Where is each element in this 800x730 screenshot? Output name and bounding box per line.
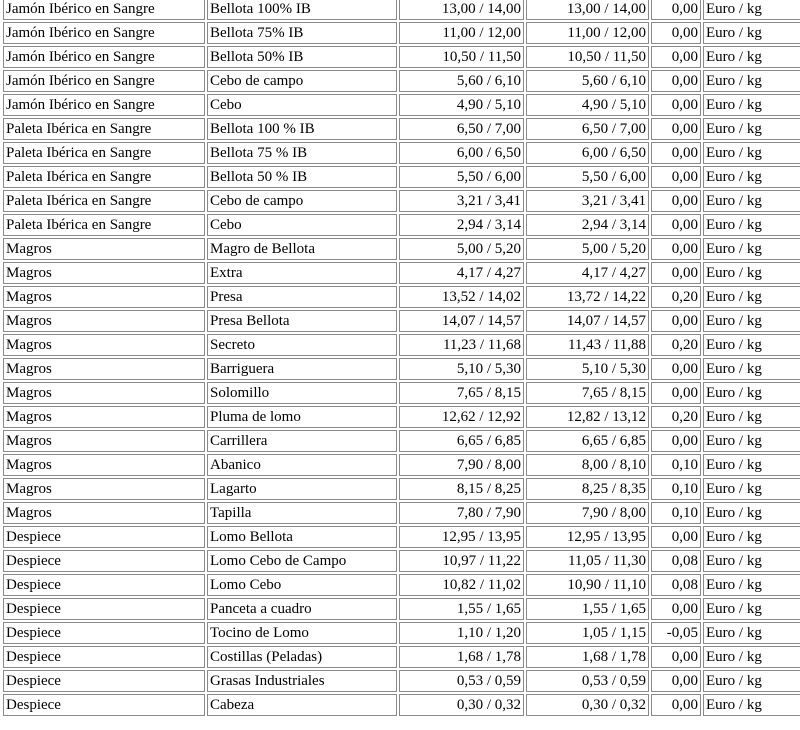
variety-cell: Tapilla — [207, 502, 397, 524]
product-cell: Jamón Ibérico en Sangre — [3, 70, 205, 92]
unit-cell: Euro / kg — [703, 406, 800, 428]
current-price-cell: 11,05 / 11,30 — [526, 550, 649, 572]
previous-price-cell: 14,07 / 14,57 — [399, 310, 524, 332]
current-price-cell: 0,30 / 0,32 — [526, 694, 649, 716]
product-cell: Paleta Ibérica en Sangre — [3, 214, 205, 236]
difference-cell: 0,08 — [651, 550, 701, 572]
previous-price-cell: 6,00 / 6,50 — [399, 142, 524, 164]
difference-cell: 0,20 — [651, 406, 701, 428]
table-row — [3, 286, 800, 308]
price-table-body — [3, 0, 800, 716]
table-row — [3, 406, 800, 428]
unit-cell: Euro / kg — [703, 334, 800, 356]
unit-cell: Euro / kg — [703, 118, 800, 140]
difference-cell: 0,00 — [651, 0, 701, 20]
variety-cell: Cabeza — [207, 694, 397, 716]
previous-price-cell: 13,52 / 14,02 — [399, 286, 524, 308]
current-price-cell: 7,65 / 8,15 — [526, 382, 649, 404]
variety-cell: Bellota 75 % IB — [207, 142, 397, 164]
current-price-cell: 14,07 / 14,57 — [526, 310, 649, 332]
variety-cell: Pluma de lomo — [207, 406, 397, 428]
table-row — [3, 550, 800, 572]
product-cell: Despiece — [3, 598, 205, 620]
table-row — [3, 478, 800, 500]
product-cell: Paleta Ibérica en Sangre — [3, 118, 205, 140]
table-row — [3, 622, 800, 644]
difference-cell: 0,10 — [651, 502, 701, 524]
product-cell: Magros — [3, 286, 205, 308]
table-row — [3, 94, 800, 116]
unit-cell: Euro / kg — [703, 70, 800, 92]
unit-cell: Euro / kg — [703, 622, 800, 644]
difference-cell: 0,00 — [651, 238, 701, 260]
unit-cell: Euro / kg — [703, 454, 800, 476]
previous-price-cell: 11,23 / 11,68 — [399, 334, 524, 356]
unit-cell: Euro / kg — [703, 286, 800, 308]
current-price-cell: 10,50 / 11,50 — [526, 46, 649, 68]
previous-price-cell: 5,00 / 5,20 — [399, 238, 524, 260]
variety-cell: Solomillo — [207, 382, 397, 404]
previous-price-cell: 1,10 / 1,20 — [399, 622, 524, 644]
difference-cell: 0,00 — [651, 358, 701, 380]
unit-cell: Euro / kg — [703, 142, 800, 164]
previous-price-cell: 10,50 / 11,50 — [399, 46, 524, 68]
current-price-cell: 5,10 / 5,30 — [526, 358, 649, 380]
difference-cell: 0,00 — [651, 382, 701, 404]
table-row — [3, 166, 800, 188]
current-price-cell: 13,72 / 14,22 — [526, 286, 649, 308]
difference-cell: 0,00 — [651, 646, 701, 668]
difference-cell: 0,00 — [651, 598, 701, 620]
difference-cell: 0,20 — [651, 286, 701, 308]
product-cell: Magros — [3, 358, 205, 380]
unit-cell: Euro / kg — [703, 598, 800, 620]
variety-cell: Tocino de Lomo — [207, 622, 397, 644]
product-cell: Magros — [3, 382, 205, 404]
previous-price-cell: 7,65 / 8,15 — [399, 382, 524, 404]
difference-cell: 0,10 — [651, 454, 701, 476]
table-row — [3, 238, 800, 260]
previous-price-cell: 12,95 / 13,95 — [399, 526, 524, 548]
table-row — [3, 46, 800, 68]
variety-cell: Costillas (Peladas) — [207, 646, 397, 668]
current-price-cell: 12,95 / 13,95 — [526, 526, 649, 548]
variety-cell: Carrillera — [207, 430, 397, 452]
current-price-cell: 6,50 / 7,00 — [526, 118, 649, 140]
current-price-cell: 13,00 / 14,00 — [526, 0, 649, 20]
variety-cell: Bellota 100% IB — [207, 0, 397, 20]
product-cell: Magros — [3, 334, 205, 356]
variety-cell: Bellota 50 % IB — [207, 166, 397, 188]
table-row — [3, 310, 800, 332]
product-cell: Paleta Ibérica en Sangre — [3, 142, 205, 164]
previous-price-cell: 10,82 / 11,02 — [399, 574, 524, 596]
difference-cell: 0,08 — [651, 574, 701, 596]
current-price-cell: 2,94 / 3,14 — [526, 214, 649, 236]
unit-cell: Euro / kg — [703, 0, 800, 20]
table-row — [3, 142, 800, 164]
variety-cell: Grasas Industriales — [207, 670, 397, 692]
previous-price-cell: 4,90 / 5,10 — [399, 94, 524, 116]
unit-cell: Euro / kg — [703, 550, 800, 572]
unit-cell: Euro / kg — [703, 670, 800, 692]
product-cell: Jamón Ibérico en Sangre — [3, 22, 205, 44]
unit-cell: Euro / kg — [703, 526, 800, 548]
unit-cell: Euro / kg — [703, 310, 800, 332]
table-row — [3, 430, 800, 452]
product-cell: Despiece — [3, 694, 205, 716]
difference-cell: 0,00 — [651, 46, 701, 68]
product-cell: Despiece — [3, 646, 205, 668]
table-row — [3, 598, 800, 620]
unit-cell: Euro / kg — [703, 262, 800, 284]
difference-cell: 0,00 — [651, 670, 701, 692]
variety-cell: Cebo — [207, 94, 397, 116]
current-price-cell: 6,00 / 6,50 — [526, 142, 649, 164]
product-cell: Jamón Ibérico en Sangre — [3, 0, 205, 20]
current-price-cell: 8,25 / 8,35 — [526, 478, 649, 500]
unit-cell: Euro / kg — [703, 190, 800, 212]
table-row — [3, 382, 800, 404]
product-cell: Magros — [3, 310, 205, 332]
difference-cell: 0,00 — [651, 310, 701, 332]
product-cell: Despiece — [3, 550, 205, 572]
product-cell: Despiece — [3, 622, 205, 644]
unit-cell: Euro / kg — [703, 694, 800, 716]
table-row — [3, 646, 800, 668]
variety-cell: Cebo — [207, 214, 397, 236]
variety-cell: Cebo de campo — [207, 190, 397, 212]
variety-cell: Presa — [207, 286, 397, 308]
variety-cell: Panceta a cuadro — [207, 598, 397, 620]
current-price-cell: 5,60 / 6,10 — [526, 70, 649, 92]
previous-price-cell: 3,21 / 3,41 — [399, 190, 524, 212]
difference-cell: 0,00 — [651, 214, 701, 236]
variety-cell: Secreto — [207, 334, 397, 356]
table-row — [3, 574, 800, 596]
previous-price-cell: 2,94 / 3,14 — [399, 214, 524, 236]
variety-cell: Lomo Bellota — [207, 526, 397, 548]
previous-price-cell: 5,60 / 6,10 — [399, 70, 524, 92]
previous-price-cell: 1,55 / 1,65 — [399, 598, 524, 620]
variety-cell: Bellota 50% IB — [207, 46, 397, 68]
current-price-cell: 5,00 / 5,20 — [526, 238, 649, 260]
current-price-cell: 4,90 / 5,10 — [526, 94, 649, 116]
product-cell: Magros — [3, 478, 205, 500]
table-row — [3, 694, 800, 716]
table-row — [3, 214, 800, 236]
variety-cell: Barriguera — [207, 358, 397, 380]
unit-cell: Euro / kg — [703, 214, 800, 236]
product-cell: Jamón Ibérico en Sangre — [3, 94, 205, 116]
variety-cell: Presa Bellota — [207, 310, 397, 332]
previous-price-cell: 0,30 / 0,32 — [399, 694, 524, 716]
current-price-cell: 7,90 / 8,00 — [526, 502, 649, 524]
product-cell: Paleta Ibérica en Sangre — [3, 190, 205, 212]
difference-cell: 0,00 — [651, 22, 701, 44]
current-price-cell: 1,68 / 1,78 — [526, 646, 649, 668]
previous-price-cell: 7,90 / 8,00 — [399, 454, 524, 476]
product-cell: Jamón Ibérico en Sangre — [3, 46, 205, 68]
difference-cell: 0,00 — [651, 94, 701, 116]
previous-price-cell: 6,65 / 6,85 — [399, 430, 524, 452]
unit-cell: Euro / kg — [703, 646, 800, 668]
unit-cell: Euro / kg — [703, 502, 800, 524]
table-row — [3, 526, 800, 548]
previous-price-cell: 1,68 / 1,78 — [399, 646, 524, 668]
difference-cell: 0,10 — [651, 478, 701, 500]
previous-price-cell: 5,10 / 5,30 — [399, 358, 524, 380]
current-price-cell: 3,21 / 3,41 — [526, 190, 649, 212]
current-price-cell: 12,82 / 13,12 — [526, 406, 649, 428]
product-cell: Despiece — [3, 670, 205, 692]
previous-price-cell: 7,80 / 7,90 — [399, 502, 524, 524]
previous-price-cell: 11,00 / 12,00 — [399, 22, 524, 44]
previous-price-cell: 8,15 / 8,25 — [399, 478, 524, 500]
current-price-cell: 1,55 / 1,65 — [526, 598, 649, 620]
table-row — [3, 118, 800, 140]
product-cell: Magros — [3, 406, 205, 428]
table-row — [3, 22, 800, 44]
table-row — [3, 0, 800, 20]
current-price-cell: 11,43 / 11,88 — [526, 334, 649, 356]
product-cell: Magros — [3, 502, 205, 524]
difference-cell: 0,00 — [651, 142, 701, 164]
variety-cell: Bellota 100 % IB — [207, 118, 397, 140]
variety-cell: Abanico — [207, 454, 397, 476]
previous-price-cell: 5,50 / 6,00 — [399, 166, 524, 188]
current-price-cell: 6,65 / 6,85 — [526, 430, 649, 452]
variety-cell: Lomo Cebo de Campo — [207, 550, 397, 572]
variety-cell: Magro de Bellota — [207, 238, 397, 260]
unit-cell: Euro / kg — [703, 382, 800, 404]
previous-price-cell: 0,53 / 0,59 — [399, 670, 524, 692]
current-price-cell: 5,50 / 6,00 — [526, 166, 649, 188]
previous-price-cell: 12,62 / 12,92 — [399, 406, 524, 428]
current-price-cell: 10,90 / 11,10 — [526, 574, 649, 596]
unit-cell: Euro / kg — [703, 166, 800, 188]
difference-cell: 0,00 — [651, 430, 701, 452]
variety-cell: Lagarto — [207, 478, 397, 500]
product-cell: Magros — [3, 454, 205, 476]
difference-cell: 0,00 — [651, 166, 701, 188]
unit-cell: Euro / kg — [703, 358, 800, 380]
table-row — [3, 502, 800, 524]
product-cell: Magros — [3, 430, 205, 452]
current-price-cell: 8,00 / 8,10 — [526, 454, 649, 476]
variety-cell: Cebo de campo — [207, 70, 397, 92]
table-row — [3, 670, 800, 692]
unit-cell: Euro / kg — [703, 574, 800, 596]
variety-cell: Extra — [207, 262, 397, 284]
difference-cell: 0,00 — [651, 526, 701, 548]
unit-cell: Euro / kg — [703, 22, 800, 44]
table-row — [3, 334, 800, 356]
previous-price-cell: 13,00 / 14,00 — [399, 0, 524, 20]
product-cell: Magros — [3, 262, 205, 284]
table-row — [3, 358, 800, 380]
difference-cell: 0,00 — [651, 190, 701, 212]
price-table — [1, 0, 800, 718]
unit-cell: Euro / kg — [703, 478, 800, 500]
difference-cell: 0,00 — [651, 694, 701, 716]
current-price-cell: 1,05 / 1,15 — [526, 622, 649, 644]
product-cell: Despiece — [3, 526, 205, 548]
product-cell: Magros — [3, 238, 205, 260]
previous-price-cell: 4,17 / 4,27 — [399, 262, 524, 284]
current-price-cell: 11,00 / 12,00 — [526, 22, 649, 44]
difference-cell: 0,00 — [651, 262, 701, 284]
unit-cell: Euro / kg — [703, 238, 800, 260]
current-price-cell: 4,17 / 4,27 — [526, 262, 649, 284]
unit-cell: Euro / kg — [703, 430, 800, 452]
difference-cell: -0,05 — [651, 622, 701, 644]
previous-price-cell: 10,97 / 11,22 — [399, 550, 524, 572]
table-row — [3, 454, 800, 476]
difference-cell: 0,00 — [651, 70, 701, 92]
table-row — [3, 70, 800, 92]
difference-cell: 0,00 — [651, 118, 701, 140]
difference-cell: 0,20 — [651, 334, 701, 356]
table-row — [3, 190, 800, 212]
variety-cell: Lomo Cebo — [207, 574, 397, 596]
product-cell: Despiece — [3, 574, 205, 596]
table-row — [3, 262, 800, 284]
variety-cell: Bellota 75% IB — [207, 22, 397, 44]
unit-cell: Euro / kg — [703, 94, 800, 116]
unit-cell: Euro / kg — [703, 46, 800, 68]
product-cell: Paleta Ibérica en Sangre — [3, 166, 205, 188]
current-price-cell: 0,53 / 0,59 — [526, 670, 649, 692]
previous-price-cell: 6,50 / 7,00 — [399, 118, 524, 140]
